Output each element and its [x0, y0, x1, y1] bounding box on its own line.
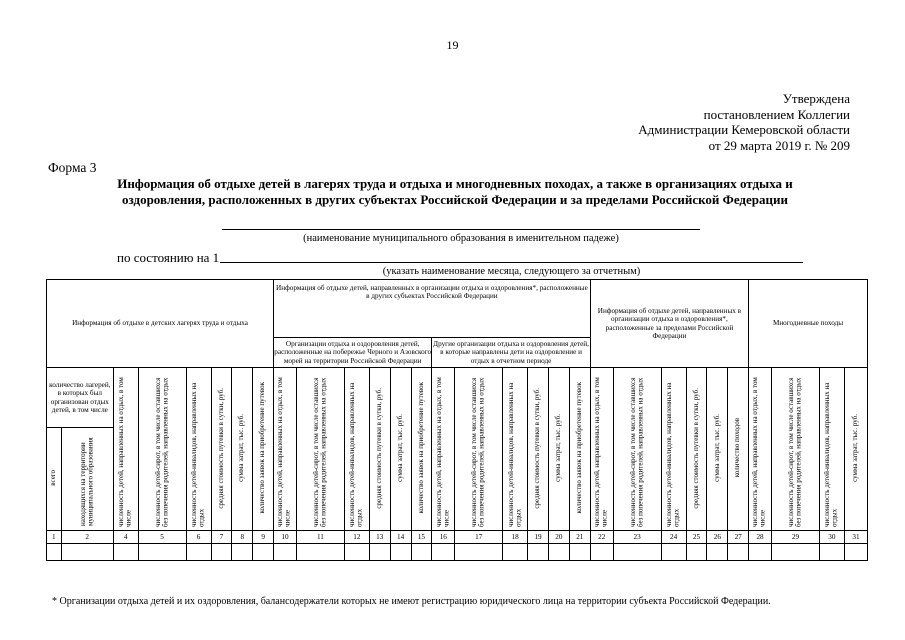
data-entry-cell[interactable] [253, 544, 274, 561]
col-vouchers-3: количество заявок на приобретение путевок [411, 368, 432, 531]
data-entry-cell[interactable] [369, 544, 390, 561]
group-camps: Информация об отдыхе в детских лагерях труда и отдыха [47, 280, 274, 368]
group-abroad: Информация об отдыхе детей, направленных в организации отдыха и оздоровления*, расположенные за пределами Российской Федерации [590, 280, 748, 368]
column-number-cell: 14 [390, 531, 411, 544]
col-expenses-5: сумма затрат, тыс. руб. [844, 368, 867, 531]
column-number-cell: 15 [411, 531, 432, 544]
column-number-cell: 7 [211, 531, 232, 544]
data-entry-row[interactable] [47, 544, 868, 561]
month-fill-line[interactable] [220, 262, 803, 263]
column-number-cell: 30 [819, 531, 844, 544]
page-number: 19 [446, 38, 459, 52]
col-avg-cost-2: средняя стоимость путевки в сутки, руб. [369, 368, 390, 531]
municipality-caption: (наименование муниципального образования в именительном падеже) [303, 233, 619, 244]
document-title [40, 176, 870, 208]
data-entry-cell[interactable] [613, 544, 661, 561]
column-number-cell: 19 [528, 531, 549, 544]
col-disabled-5: численность детей-инвалидов, направленных на отдых [819, 368, 844, 531]
col-expenses-2: сумма затрат, тыс. руб. [390, 368, 411, 531]
col-children-2: численность детей, направленных на отдых, в том числе [274, 368, 297, 531]
title-line-1: Информация об отдыхе детей в лагерях труда и отдыха и многодневных походах, а также в организациях отдыха и [117, 176, 793, 191]
col-disabled-4: численность детей-инвалидов, направленных на отдых [661, 368, 686, 531]
col-orphans-4: численность детей-сирот, в том числе оставшихся без попечения родителей, направленных на отдых [613, 368, 661, 531]
month-caption: (указать наименование месяца, следующего за отчетным) [382, 266, 641, 277]
approval-line-3: Администрации Кемеровской области [638, 122, 850, 137]
column-number-cell: 17 [455, 531, 503, 544]
col-avg-cost-1: средняя стоимость путевки в сутки, руб. [211, 368, 232, 531]
column-number-cell: 29 [771, 531, 819, 544]
data-entry-cell[interactable] [707, 544, 728, 561]
title-line-2: оздоровления, расположенных в других субъектах Российской Федерации и за пределами Российской Федерации [122, 192, 788, 207]
data-entry-cell[interactable] [232, 544, 253, 561]
column-number-row [47, 531, 868, 544]
column-number-cell: 11 [296, 531, 344, 544]
column-number-cell: 25 [686, 531, 707, 544]
data-entry-cell[interactable] [771, 544, 819, 561]
col-vouchers-acq-2: количество заявок на приобретение путевок [253, 368, 274, 531]
column-number-cell: 16 [432, 531, 455, 544]
column-number-cell: 10 [274, 531, 297, 544]
column-number-cell: 21 [569, 531, 590, 544]
col-children-1: численность детей, направленных на отдых, в том числе [113, 368, 138, 531]
data-entry-cell[interactable] [569, 544, 590, 561]
data-entry-cell[interactable] [47, 544, 62, 561]
data-entry-cell[interactable] [296, 544, 344, 561]
column-number-cell: 13 [369, 531, 390, 544]
data-entry-cell[interactable] [344, 544, 369, 561]
col-disabled-1: численность детей-инвалидов, направленных на отдых [186, 368, 211, 531]
data-entry-cell[interactable] [844, 544, 867, 561]
col-disabled-3: численность детей-инвалидов, направленных на отдых [503, 368, 528, 531]
col-orphans-2: численность детей-сирот, в том числе оставшихся без попечения родителей, направленных на отдых [296, 368, 344, 531]
data-entry-cell[interactable] [528, 544, 549, 561]
col-children-3: численность детей, направленных на отдых, в том числе [432, 368, 455, 531]
data-entry-cell[interactable] [390, 544, 411, 561]
approval-line-2: постановлением Коллегии [703, 106, 850, 122]
column-number-cell: 12 [344, 531, 369, 544]
column-number-cell: 5 [138, 531, 186, 544]
form-label: Форма 3 [48, 160, 97, 175]
column-number-cell: 22 [590, 531, 613, 544]
data-entry-cell[interactable] [548, 544, 569, 561]
as-of-label: по состоянию на 1 [117, 250, 220, 265]
column-number-cell: 4 [113, 531, 138, 544]
col-avg-cost-4: средняя стоимость путевки в сутки, руб. [686, 368, 707, 531]
column-number-cell: 26 [707, 531, 728, 544]
data-entry-cell[interactable] [113, 544, 138, 561]
col-children-5: численность детей, направленных на отдых, в том числе [749, 368, 772, 531]
data-entry-cell[interactable] [590, 544, 613, 561]
column-number-cell: 6 [186, 531, 211, 544]
group-black-sea: Организации отдыха и оздоровления детей, расположенные на побережье Черного и Азовского морей на территории Российской Федерации [274, 338, 432, 368]
data-entry-cell[interactable] [274, 544, 297, 561]
col-expenses-4: сумма затрат, тыс. руб. [707, 368, 728, 531]
column-number-cell: 31 [844, 531, 867, 544]
column-number-cell: 2 [61, 531, 113, 544]
col-orphans-1: численность детей-сирот, в том числе оставшихся без попечения родителей, направленных на отдых [138, 368, 186, 531]
data-entry-cell[interactable] [728, 544, 749, 561]
data-entry-cell[interactable] [686, 544, 707, 561]
report-table [46, 279, 868, 561]
data-entry-cell[interactable] [503, 544, 528, 561]
data-entry-cell[interactable] [138, 544, 186, 561]
column-number-cell: 18 [503, 531, 528, 544]
col-hikes-count: количество походов [728, 368, 749, 531]
col-expenses-3: сумма затрат, тыс. руб. [548, 368, 569, 531]
data-entry-cell[interactable] [455, 544, 503, 561]
data-entry-cell[interactable] [61, 544, 113, 561]
col-total: всего [47, 428, 62, 531]
col-children-4: численность детей, направленных на отдых, в том числе [590, 368, 613, 531]
column-number-cell: 27 [728, 531, 749, 544]
col-avg-cost-3: средняя стоимость путевки в сутки, руб. [528, 368, 549, 531]
column-number-cell: 8 [232, 531, 253, 544]
data-entry-cell[interactable] [411, 544, 432, 561]
footnote: * Организации отдыха детей и их оздоровления, балансодержатели которых не имеют регистрацию юридического лица на территории субъекта Российской Федерации. [52, 596, 771, 607]
approval-stamp [560, 91, 850, 153]
col-orphans-5: численность детей-сирот, в том числе оставшихся без попечения родителей, направленных на отдых [771, 368, 819, 531]
approval-line-4: от 29 марта 2019 г. № 209 [708, 137, 850, 153]
column-number-cell: 9 [253, 531, 274, 544]
data-entry-cell[interactable] [432, 544, 455, 561]
col-orphans-3: численность детей-сирот, в том числе оставшихся без попечения родителей, направленных на отдых [455, 368, 503, 531]
camp-count-header: количество лагерей, в которых был организован отдых детей, в том числе [47, 368, 114, 428]
data-entry-cell[interactable] [819, 544, 844, 561]
data-entry-cell[interactable] [661, 544, 686, 561]
group-other-regions: Информация об отдыхе детей, направленных в организации отдыха и оздоровления*, расположенные в других субъектах Российской Федерации [274, 280, 591, 338]
col-expenses-1: сумма затрат, тыс. руб. [232, 368, 253, 531]
column-number-cell: 28 [749, 531, 772, 544]
approval-line-1: Утверждена [782, 91, 850, 106]
group-other-orgs: Другие организации отдыха и оздоровления детей, в которые направлены дети на оздоровление и отдых в отчетном периоде [432, 338, 590, 368]
column-number-cell: 1 [47, 531, 62, 544]
data-entry-cell[interactable] [211, 544, 232, 561]
data-entry-cell[interactable] [186, 544, 211, 561]
col-municipal: находящихся на территории муниципального образования [61, 428, 113, 531]
municipality-fill-line[interactable] [222, 229, 700, 230]
column-number-cell: 24 [661, 531, 686, 544]
group-hikes: Многодневные походы [749, 280, 868, 368]
column-number-cell: 20 [548, 531, 569, 544]
col-vouchers-acq-4: количество заявок на приобретение путевок [569, 368, 590, 531]
col-disabled-2: численность детей-инвалидов, направленных на отдых [344, 368, 369, 531]
column-number-cell: 23 [613, 531, 661, 544]
data-entry-cell[interactable] [749, 544, 772, 561]
